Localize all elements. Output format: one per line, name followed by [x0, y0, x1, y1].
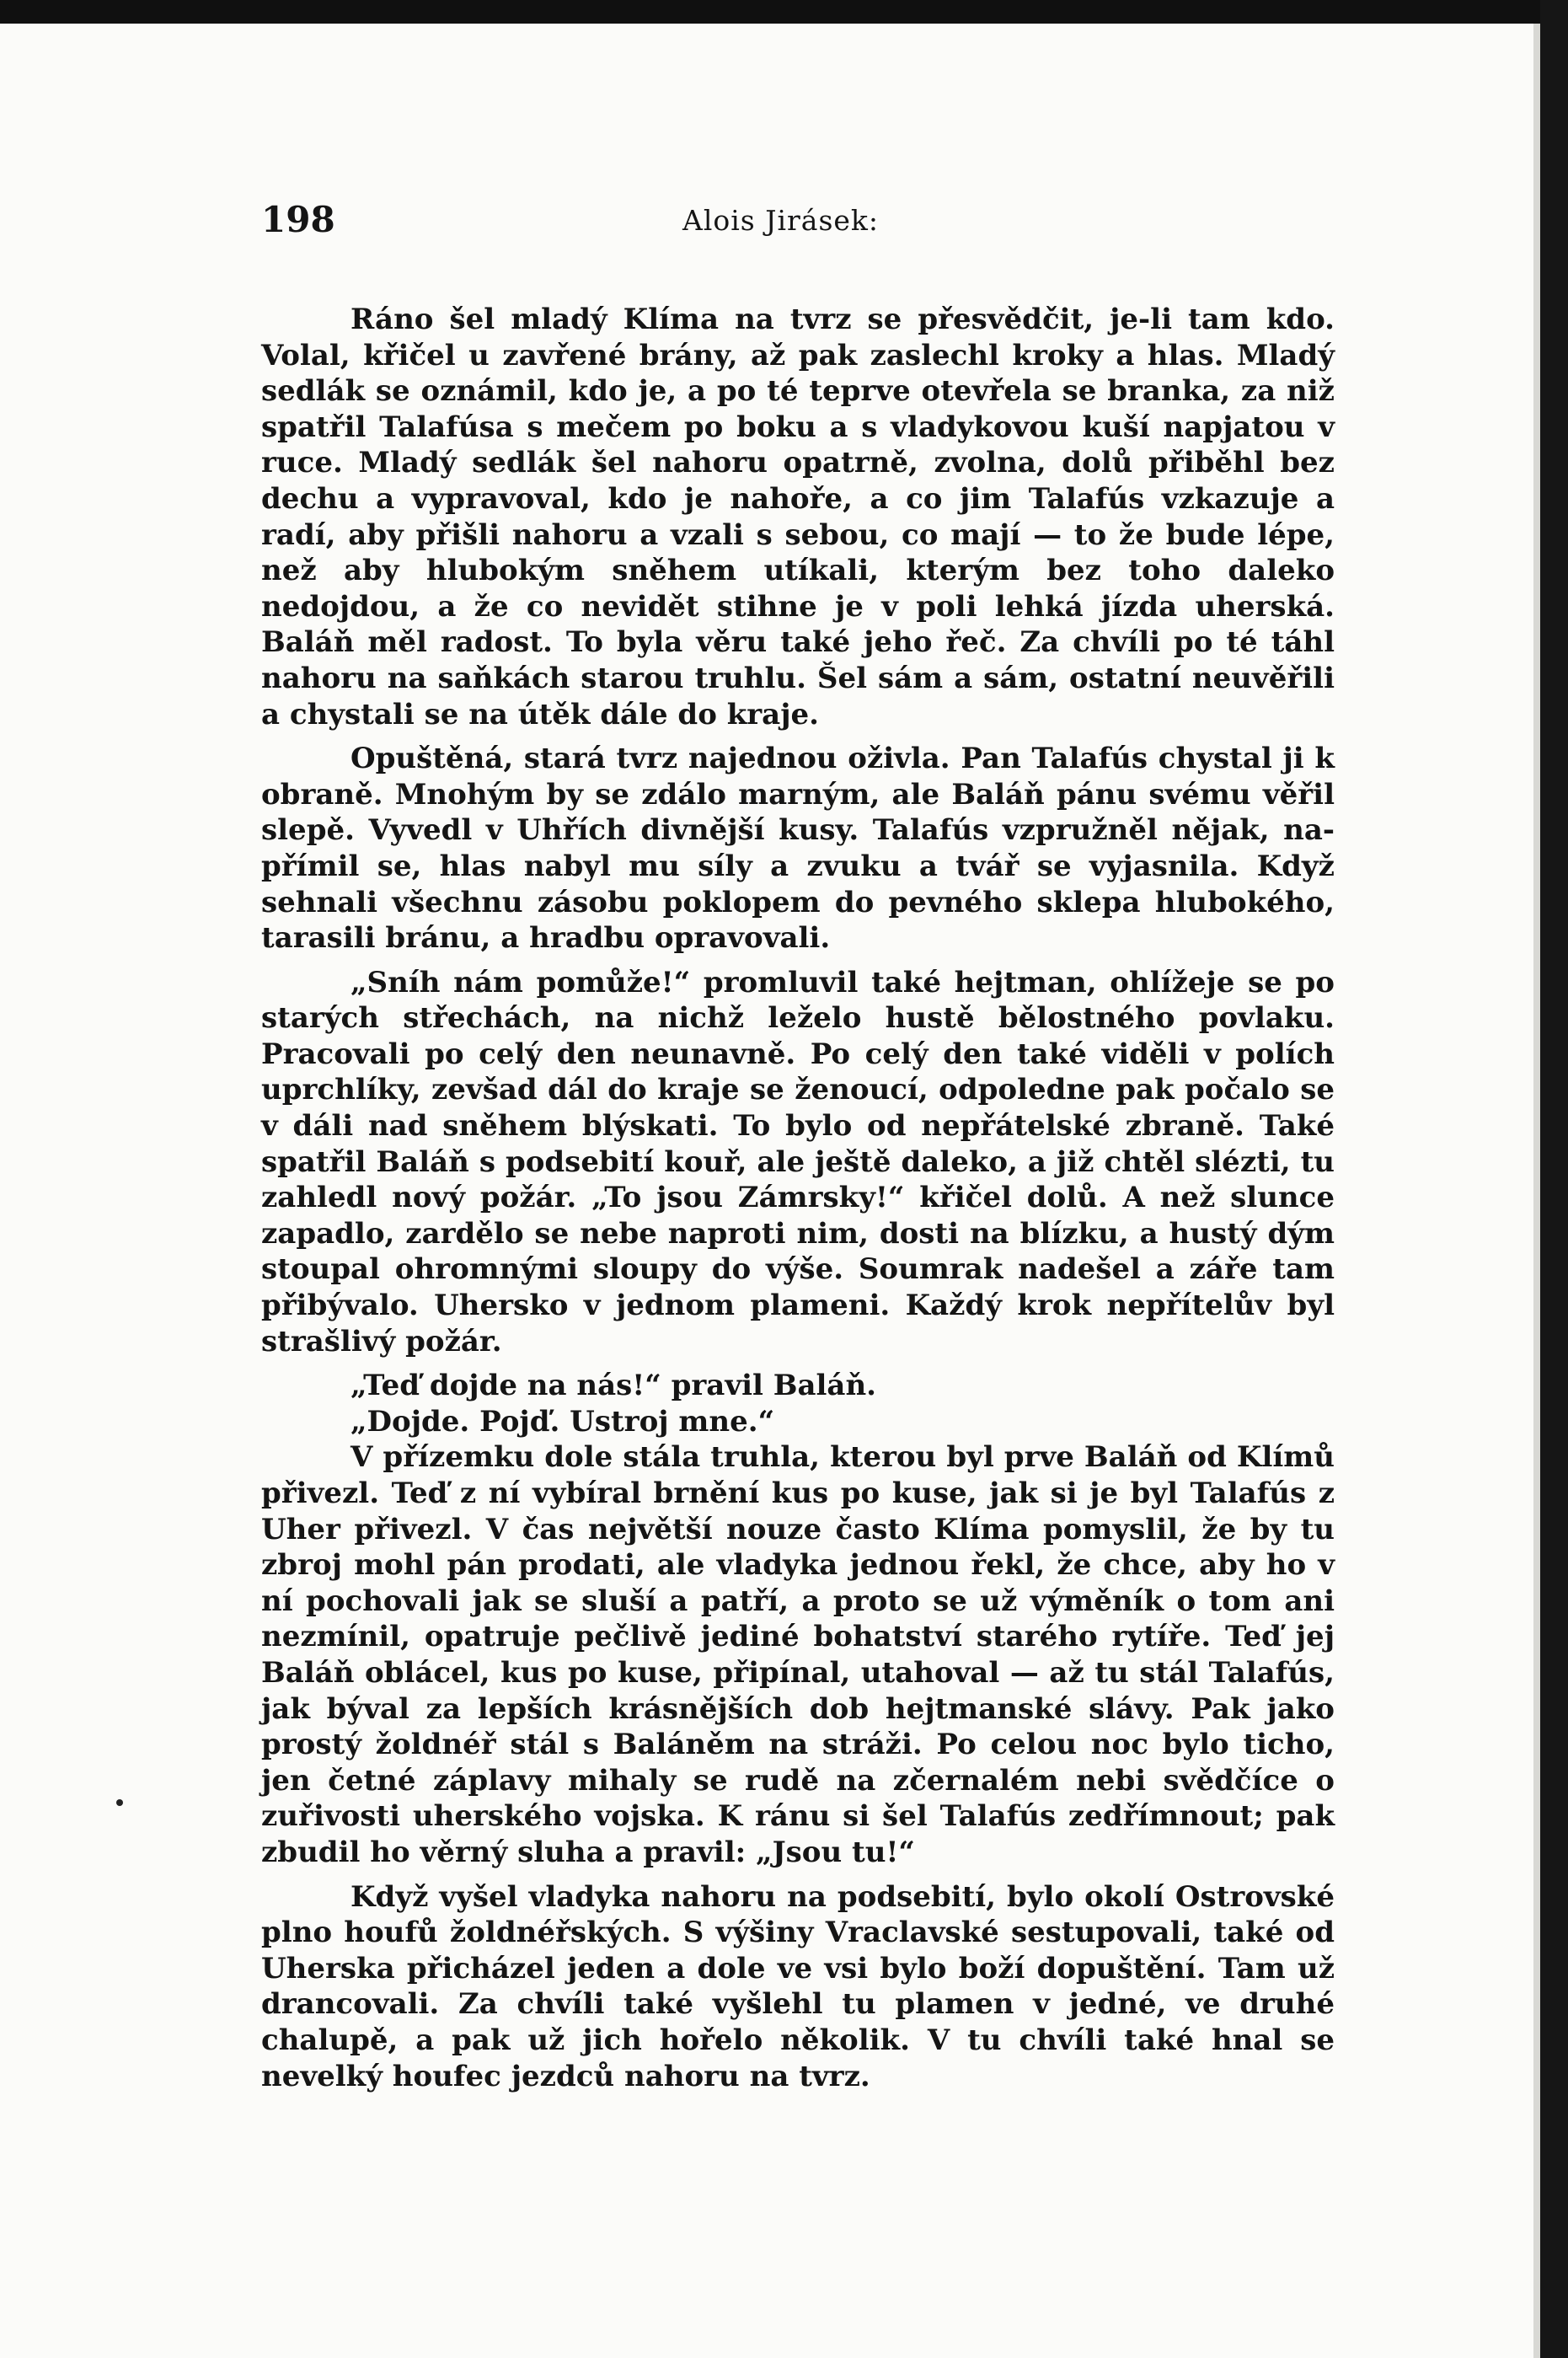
book-page	[0, 24, 1540, 2358]
scan-border-right	[1540, 0, 1568, 2358]
body-text	[261, 302, 1335, 2103]
paragraph: Ráno šel mladý Klíma na tvrz se přesvědčit, je-li tam kdo. Volal, křičel u zavřené brány, až pak zaslechl kroky a hlas. Mladý sedlák se oznámil, kdo je, a po té teprve otevřela se branka, za niž spatřil Talafúsa s mečem po boku a s vladykovou kuší napjatou v ruce. Mladý sedlák šel nahoru opatrně, zvolna, dolů přiběhl bez dechu a vypravoval, kdo je nahoře, a co jim Talafús vzkazuje a radí, aby přišli nahoru a vzali s sebou, co mají — to že bude lépe, než aby hlubokým sněhem utíkali, kterým bez toho daleko nedojdou, a že co nevidět stihne je v poli lehká jízda uherská. Baláň měl radost. To byla věru také jeho řeč. Za chvíli po té táhl nahoru na saňkách starou truhlu. Šel sám a sám, ostatní neuvěřili a chystali se na útěk dále do kraje.	[261, 303, 1335, 732]
paragraph: „Dojde. Pojď. Ustroj mne.“	[351, 1404, 775, 1439]
margin-speck	[116, 1799, 123, 1806]
page-number: 198	[261, 199, 335, 240]
paragraph: V přízemku dole stála truhla, kterou byl prve Baláň od Klímů přivezl. Teď z ní vybíral brnění kus po kuse, jak si je byl Talafús z Uher přivezl. V čas největší nouze často Klíma pomyslil, že by tu zbroj mohl pán prodati, ale vladyka jednou řekl, že chce, aby ho v ní pochovali jak se sluší a patří, a proto se už výměník o tom ani nezmínil, opatruje pečlivě jediné bohatství starého rytíře. Teď jej Baláň oblácel, kus po kuse, připínal, utahoval — až tu stál Talafús, jak býval za lepších krásnějších dob hejtmanské slávy. Pak jako prostý žoldnéř stál s Baláněm na stráži. Po celou noc bylo ticho, jen četné záplavy mihaly se rudě na zčernalém nebi svědčíce o zuřivosti uherského vojska. K ránu si šel Talafús zedřímnout; pak zbudil ho věrný sluha a pravil: „Jsou tu!“	[261, 1440, 1335, 1869]
running-title: Alois Jirásek:	[682, 204, 880, 237]
paragraph: „Sníh nám pomůže!“ promluvil také hejtman, ohlížeje se po starých střechách, na nichž leželo hustě bělostného povlaku. Pracovali po celý den neunavně. Po celý den také viděli v polích uprchlíky, zevšad dál do kraje se ženoucí, odpoledne pak počalo se v dáli nad sněhem blýskati. To bylo od nepřátelské zbraně. Také spatřil Baláň s podsebití kouř, ale ještě daleko, a již chtěl slézti, tu zahledl nový požár. „To jsou Zámrsky!“ křičel dolů. A než slunce zapadlo, zardělo se nebe naproti nim, dosti na blízku, a hustý dým stoupal ohromnými sloupy do výše. Soumrak nadešel a záře tam přibývalo. Uhersko v jednom plameni. Každý krok nepřítelův byl strašlivý požár.	[261, 965, 1335, 1359]
paragraph: „Teď dojde na nás!“ pravil Baláň.	[351, 1369, 877, 1403]
paragraph: Když vyšel vladyka nahoru na podsebití, bylo okolí Ostrovské plno houfů žoldnéřských. S výšiny Vraclavské sestupovali, také od Uherska přicházel jeden a dole ve vsi bylo boží dopuštění. Tam už drancovali. Za chvíli také vyšlehl tu plamen v jedné, ve druhé chalupě, a pak už jich hořelo několik. V tu chvíli také hnal se nevelký houfec jezdců nahoru na tvrz.	[261, 1879, 1335, 2093]
running-head	[261, 199, 1313, 258]
scan-border-top	[0, 0, 1568, 24]
paragraph: Opuštěná, stará tvrz najednou oživla. Pan Talafús chystal ji k obraně. Mnohým by se zdálo marným, ale Baláň pánu svému věřil slepě. Vyvedl v Uhřích divnější kusy. Talafús vzpružněl nějak, napřímil se, hlas nabyl mu síly a zvuku a tvář se vyjasnila. Když sehnali všechnu zásobu poklopem do pevného sklepa hlubokého, tarasili bránu, a hradbu opravovali.	[261, 742, 1335, 956]
page-edge-shadow	[1533, 24, 1540, 2358]
